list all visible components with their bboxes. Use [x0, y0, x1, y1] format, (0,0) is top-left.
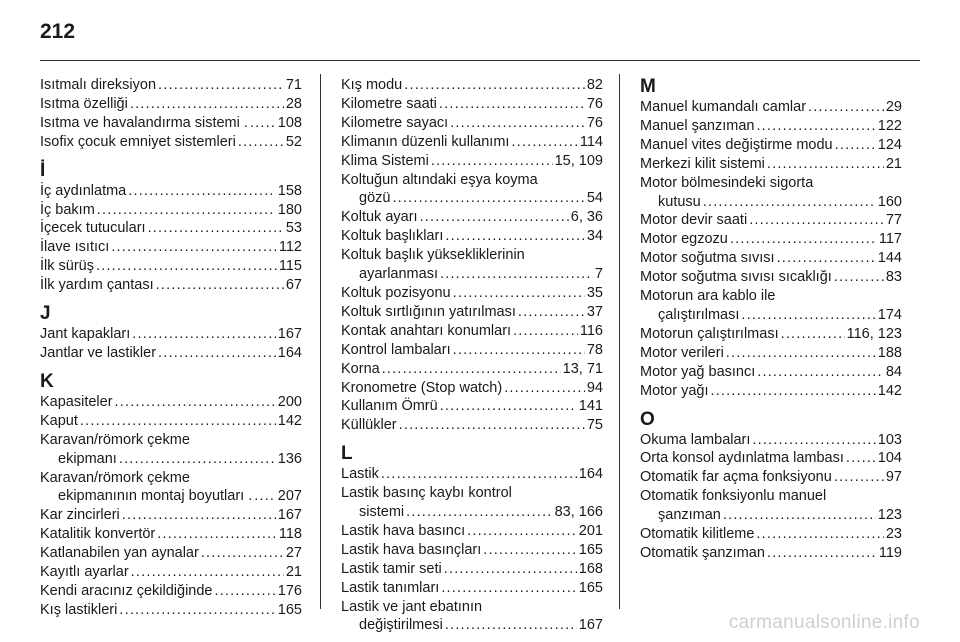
dot-leader — [158, 344, 276, 363]
index-entry-page: 104 — [877, 450, 902, 467]
section-letter: J — [40, 303, 51, 325]
index-entry-page: 76 — [586, 114, 603, 131]
dot-leader — [808, 98, 884, 117]
dot-leader — [111, 238, 277, 257]
index-entry-term: şanzıman — [658, 507, 721, 524]
index-entry-term: Kontrol lambaları — [341, 341, 451, 358]
dot-leader — [238, 133, 284, 152]
dot-leader — [96, 257, 277, 276]
index-entry-lead: Koltuğun altındaki eşya koyma — [341, 171, 538, 188]
index-entry — [40, 344, 302, 363]
dot-leader — [156, 276, 284, 295]
index-entry-page: 158 — [277, 182, 302, 199]
index-entry — [341, 95, 603, 114]
section-letter: M — [640, 76, 656, 97]
index-entry — [640, 249, 902, 268]
dot-leader — [406, 503, 552, 522]
index-entry-page: 108 — [277, 114, 302, 131]
dot-leader — [420, 208, 569, 227]
dot-leader — [254, 487, 276, 506]
dot-leader — [128, 182, 276, 201]
index-entry-term: Jant kapakları — [40, 326, 131, 343]
page-number: 212 — [40, 20, 76, 43]
index-entry — [40, 133, 302, 152]
index-entry-page: 144 — [877, 250, 902, 267]
index-entry-term: Motor egzozu — [640, 231, 728, 248]
index-entry-page: 23 — [885, 526, 902, 543]
index-entry-term: Kış modu — [341, 77, 403, 93]
index-entry — [40, 201, 302, 220]
section-letter: İ — [40, 159, 46, 181]
index-entry-page: 164 — [277, 344, 302, 361]
index-entry-term: Kapasiteler — [40, 393, 113, 410]
index-entry-page: 141 — [578, 398, 603, 415]
index-entry-term: Klima Sistemi — [341, 152, 429, 169]
dot-leader — [741, 306, 875, 325]
dot-leader — [504, 379, 585, 398]
index-entry-page: 165 — [578, 579, 603, 596]
index-entry-lead: Lastik ve jant ebatının — [341, 598, 483, 615]
index-entry-term: Jantlar ve lastikler — [40, 344, 157, 361]
index-entry-term: Otomatik şanzıman — [640, 544, 765, 561]
dot-leader — [767, 544, 877, 563]
index-entry-term: Lastik hava basıncı — [341, 522, 466, 539]
dot-leader — [518, 303, 585, 322]
index-entry-page: 200 — [277, 393, 302, 410]
dot-leader — [777, 249, 876, 268]
index-entry-term: ekipmanının montaj boyutları . — [58, 488, 253, 505]
index-entry-term: Otomatik kilitleme — [640, 526, 755, 543]
index-entry-term: çalıştırılması — [658, 306, 740, 323]
dot-leader — [115, 393, 276, 412]
index-entry — [640, 136, 902, 155]
index-entry — [341, 397, 603, 416]
index-entry — [640, 268, 902, 287]
index-entry-term: Lastik tanımları — [341, 579, 440, 596]
index-entry-page: 75 — [586, 417, 603, 434]
index-entry — [640, 431, 902, 450]
index-entry-term: Kış lastikleri — [40, 601, 118, 618]
index-entry-page: 76 — [586, 95, 603, 112]
index-entry-term: Koltuk sırtlığının yatırılması — [341, 303, 516, 320]
index-entry-page: 71 — [285, 77, 302, 93]
index-entry-term: Katlanabilen yan aynalar — [40, 545, 199, 562]
index-entry — [40, 95, 302, 114]
index-entry-term: Motor soğutma sıvısı — [640, 250, 775, 267]
index-entry-page: 27 — [285, 545, 302, 562]
dot-leader — [835, 136, 876, 155]
dot-leader — [157, 525, 277, 544]
index-entry-page: 176 — [277, 582, 302, 599]
index-entry — [341, 503, 603, 522]
dot-leader — [723, 506, 876, 525]
index-entry-lead: Motorun ara kablo ile — [640, 288, 776, 305]
index-entry-term: Lastik hava basınçları — [341, 541, 482, 558]
index-entry — [40, 601, 302, 620]
index-entry-page: 180 — [277, 201, 302, 218]
index-entry — [640, 363, 902, 382]
dot-leader — [440, 265, 593, 284]
column-divider-1 — [320, 74, 321, 609]
dot-leader — [511, 133, 577, 152]
dot-leader — [381, 465, 577, 484]
dot-leader — [749, 211, 884, 230]
index-entry-page: 29 — [885, 99, 902, 115]
dot-leader — [250, 114, 276, 133]
index-entry — [341, 465, 603, 484]
index-entry-page: 122 — [877, 117, 902, 134]
index-entry — [40, 393, 302, 412]
index-entry-term: sistemi — [359, 504, 405, 521]
dot-leader — [726, 344, 876, 363]
index-entry — [341, 322, 603, 341]
index-entry-page: 116, 123 — [846, 325, 902, 342]
index-entry-page: 114 — [579, 133, 603, 150]
index-entry-term: İlave ısıtıcı — [40, 239, 110, 256]
section-letter: L — [341, 443, 353, 465]
index-entry-page: 142 — [277, 412, 302, 429]
index-entry — [40, 544, 302, 563]
index-entry-page: 174 — [877, 306, 902, 323]
index-entry-term: Motor soğutma sıvısı sıcaklığı — [640, 269, 832, 286]
index-entry-page: 123 — [877, 507, 902, 524]
index-entry — [40, 450, 302, 469]
index-entry — [40, 257, 302, 276]
index-entry — [341, 114, 603, 133]
index-entry-term: Isıtmalı direksiyon — [40, 77, 157, 93]
watermark: carmanualsonline.info — [728, 612, 920, 633]
index-entry-term: İlk sürüş — [40, 258, 94, 275]
dot-leader — [119, 450, 276, 469]
index-entry-page: 165 — [277, 601, 302, 618]
index-entry-page: 167 — [277, 326, 302, 343]
index-entry-page: 78 — [586, 341, 603, 358]
index-entry — [341, 379, 603, 398]
index-entry-term: Koltuk ayarı — [341, 209, 418, 226]
index-entry — [640, 506, 902, 525]
dot-leader — [382, 360, 561, 379]
dot-leader — [148, 219, 284, 238]
index-entry-page: 21 — [285, 564, 302, 581]
dot-leader — [834, 468, 884, 487]
dot-leader — [131, 563, 284, 582]
index-entry-lead: Otomatik fonksiyonlu manuel — [640, 488, 827, 505]
dot-leader — [392, 189, 584, 208]
index-entry-page: 37 — [586, 303, 603, 320]
dot-leader — [130, 95, 284, 114]
index-entry-page: 112 — [278, 239, 302, 256]
index-entry-term: Kronometre (Stop watch) — [341, 379, 503, 396]
dot-leader — [158, 76, 284, 95]
index-entry-term: Kullanım Ömrü — [341, 398, 438, 415]
index-entry — [40, 325, 302, 344]
index-entry-page: 117 — [878, 231, 902, 248]
dot-leader — [119, 601, 275, 620]
index-entry — [341, 76, 603, 95]
index-entry-term: Klimanın düzenli kullanımı — [341, 133, 510, 150]
index-entry-term: Isıtma ve havalandırma sistemi . — [40, 114, 248, 131]
index-entry-term: Koltuk pozisyonu — [341, 284, 451, 301]
index-entry-term: İlk yardım çantası — [40, 277, 154, 294]
index-column-2 — [341, 76, 603, 635]
index-entry-page: 67 — [285, 277, 302, 294]
index-entry-term: kutusu — [658, 193, 701, 210]
index-entry — [40, 582, 302, 601]
dot-leader — [97, 201, 276, 220]
dot-leader — [80, 412, 276, 431]
index-entry-page: 201 — [578, 522, 603, 539]
dot-leader — [846, 449, 876, 468]
index-entry — [341, 416, 603, 435]
index-entry — [40, 219, 302, 238]
index-entry-term: Kilometre saati — [341, 95, 437, 112]
index-entry-page: 15, 109 — [554, 152, 603, 169]
index-entry — [640, 155, 902, 174]
index-entry-page: 97 — [885, 469, 902, 486]
dot-leader — [453, 341, 585, 360]
column-divider-2 — [619, 74, 620, 609]
dot-leader — [132, 325, 276, 344]
dot-leader — [441, 579, 576, 598]
dot-leader — [431, 152, 553, 171]
index-entry — [341, 208, 603, 227]
index-entry-page: 115 — [278, 258, 302, 275]
index-entry-term: Kilometre sayacı — [341, 114, 449, 131]
index-entry-term: gözü — [359, 190, 391, 207]
index-entry — [640, 325, 902, 344]
index-entry — [341, 341, 603, 360]
dot-leader — [453, 284, 585, 303]
dot-leader — [730, 230, 877, 249]
index-entry-page: 54 — [586, 190, 603, 207]
header-rule — [40, 60, 920, 61]
index-entry-term: Manuel kumandalı camlar — [640, 99, 807, 115]
index-entry — [341, 133, 603, 152]
index-entry-term: Merkezi kilit sistemi — [640, 155, 765, 172]
index-entry — [40, 487, 302, 506]
index-entry-term: Okuma lambaları — [640, 431, 751, 448]
index-entry-page: 21 — [885, 155, 902, 172]
dot-leader — [440, 397, 577, 416]
index-entry — [341, 303, 603, 322]
index-entry-term: Motorun çalıştırılması — [640, 325, 779, 342]
index-entry-page: 136 — [277, 450, 302, 467]
index-entry — [40, 525, 302, 544]
index-entry — [40, 506, 302, 525]
index-entry-term: Küllükler — [341, 417, 397, 434]
index-entry — [341, 284, 603, 303]
dot-leader — [450, 114, 585, 133]
dot-leader — [445, 227, 585, 246]
index-entry-term: Motor yağ basıncı — [640, 363, 756, 380]
index-entry-page: 103 — [877, 431, 902, 448]
index-entry-term: Isıtma özelliği — [40, 95, 128, 112]
index-entry-page: 52 — [285, 133, 302, 150]
dot-leader — [439, 95, 585, 114]
index-entry-page: 35 — [586, 284, 603, 301]
index-entry-term: Manuel şanzıman — [640, 117, 755, 134]
index-entry — [640, 382, 902, 401]
index-entry — [40, 114, 302, 133]
index-entry-page: 167 — [578, 617, 603, 634]
index-entry — [640, 449, 902, 468]
dot-leader — [703, 193, 876, 212]
index-entry-page: 94 — [586, 379, 603, 396]
index-entry-term: İçecek tutucuları — [40, 220, 146, 237]
index-entry-term: Motor devir saati — [640, 212, 748, 229]
index-entry-term: Kendi aracınız çekildiğinde — [40, 582, 213, 599]
dot-leader — [483, 541, 577, 560]
index-entry-term: değiştirilmesi — [359, 617, 443, 634]
index-entry — [341, 579, 603, 598]
index-entry-page: 84 — [885, 363, 902, 380]
index-entry-term: Otomatik far açma fonksiyonu — [640, 469, 832, 486]
dot-leader — [122, 506, 276, 525]
index-entry-term: Lastik — [341, 466, 379, 483]
index-column-1 — [40, 76, 302, 620]
dot-leader — [757, 363, 884, 382]
dot-leader — [767, 155, 884, 174]
index-entry-page: 7 — [594, 266, 603, 283]
index-entry-page: 124 — [877, 136, 902, 153]
index-entry-term: ayarlanması — [359, 266, 438, 283]
index-entry — [640, 98, 902, 117]
dot-leader — [513, 322, 578, 341]
dot-leader — [444, 560, 577, 579]
index-entry-page: 13, 71 — [562, 360, 603, 377]
index-entry-term: Isofix çocuk emniyet sistemleri — [40, 133, 236, 150]
dot-leader — [467, 522, 577, 541]
index-entry — [341, 189, 603, 208]
dot-leader — [711, 382, 876, 401]
index-entry-page: 53 — [285, 220, 302, 237]
index-entry-term: Motor yağı — [640, 382, 709, 399]
index-entry — [40, 276, 302, 295]
index-entry — [341, 265, 603, 284]
index-entry-term: Kaput — [40, 412, 78, 429]
index-entry — [640, 525, 902, 544]
index-entry-term: Korna — [341, 360, 380, 377]
dot-leader — [404, 76, 585, 95]
index-entry-term: Katalitik konvertör — [40, 526, 156, 543]
index-entry — [640, 306, 902, 325]
index-entry — [40, 563, 302, 582]
index-entry-page: 116 — [579, 322, 603, 339]
index-entry — [341, 152, 603, 171]
index-entry — [341, 616, 603, 635]
index-entry-lead: Motor bölmesindeki sigorta — [640, 174, 814, 191]
dot-leader — [215, 582, 276, 601]
index-entry-page: 77 — [885, 212, 902, 229]
dot-leader — [399, 416, 585, 435]
index-entry-term: Orta konsol aydınlatma lambası — [640, 450, 844, 467]
index-entry — [640, 211, 902, 230]
index-column-3 — [640, 76, 902, 563]
section-letter: K — [40, 370, 54, 392]
index-entry — [640, 344, 902, 363]
index-entry-page: 168 — [578, 560, 603, 577]
index-entry-term: Kontak anahtarı konumları — [341, 322, 512, 339]
index-entry-page: 164 — [578, 466, 603, 483]
index-entry-page: 82 — [586, 77, 603, 93]
index-entry-term: ekipmanı — [58, 450, 117, 467]
dot-leader — [445, 616, 577, 635]
index-entry-term: Motor verileri — [640, 344, 724, 361]
index-entry-page: 142 — [877, 382, 902, 399]
index-entry — [640, 193, 902, 212]
index-entry — [40, 182, 302, 201]
index-entry-page: 188 — [877, 344, 902, 361]
index-entry-term: İç aydınlatma — [40, 182, 127, 199]
index-entry-term: Koltuk başlıkları — [341, 228, 444, 245]
index-entry-page: 83 — [885, 269, 902, 286]
index-entry-page: 207 — [277, 488, 302, 505]
index-entry-page: 119 — [878, 544, 902, 561]
index-entry — [341, 227, 603, 246]
index-entry-page: 34 — [586, 228, 603, 245]
index-entry — [640, 230, 902, 249]
index-entry — [40, 412, 302, 431]
index-entry-lead: Lastik basınç kaybı kontrol — [341, 485, 512, 502]
index-entry-lead: Karavan/römork çekme — [40, 431, 190, 448]
dot-leader — [834, 268, 884, 287]
dot-leader — [756, 525, 883, 544]
index-entry-page: 118 — [278, 526, 302, 543]
index-entry — [341, 560, 603, 579]
index-entry-lead: Karavan/römork çekme — [40, 469, 190, 486]
index-entry — [40, 238, 302, 257]
dot-leader — [756, 117, 875, 136]
index-entry-term: İç bakım — [40, 201, 95, 218]
index-entry — [341, 360, 603, 379]
dot-leader — [201, 544, 284, 563]
index-entry-page: 83, 166 — [554, 504, 603, 521]
index-entry-page: 160 — [877, 193, 902, 210]
index-entry-page: 6, 36 — [570, 209, 603, 226]
index-entry-term: Kayıtlı ayarlar — [40, 564, 129, 581]
index-entry — [40, 76, 302, 95]
index-entry-term: Manuel vites değiştirme modu — [640, 136, 833, 153]
index-entry — [341, 541, 603, 560]
index-entry-term: Lastik tamir seti — [341, 560, 442, 577]
index-entry-page: 165 — [578, 541, 603, 558]
index-entry — [341, 522, 603, 541]
index-entry-page: 167 — [277, 507, 302, 524]
index-entry-page: 28 — [285, 95, 302, 112]
section-letter: O — [640, 408, 655, 430]
index-entry — [640, 468, 902, 487]
index-entry — [640, 544, 902, 563]
dot-leader — [752, 431, 875, 450]
index-entry-term: Kar zincirleri — [40, 507, 120, 524]
index-entry — [640, 117, 902, 136]
dot-leader — [781, 325, 845, 344]
index-entry-lead: Koltuk başlık yüksekliklerinin — [341, 247, 525, 264]
